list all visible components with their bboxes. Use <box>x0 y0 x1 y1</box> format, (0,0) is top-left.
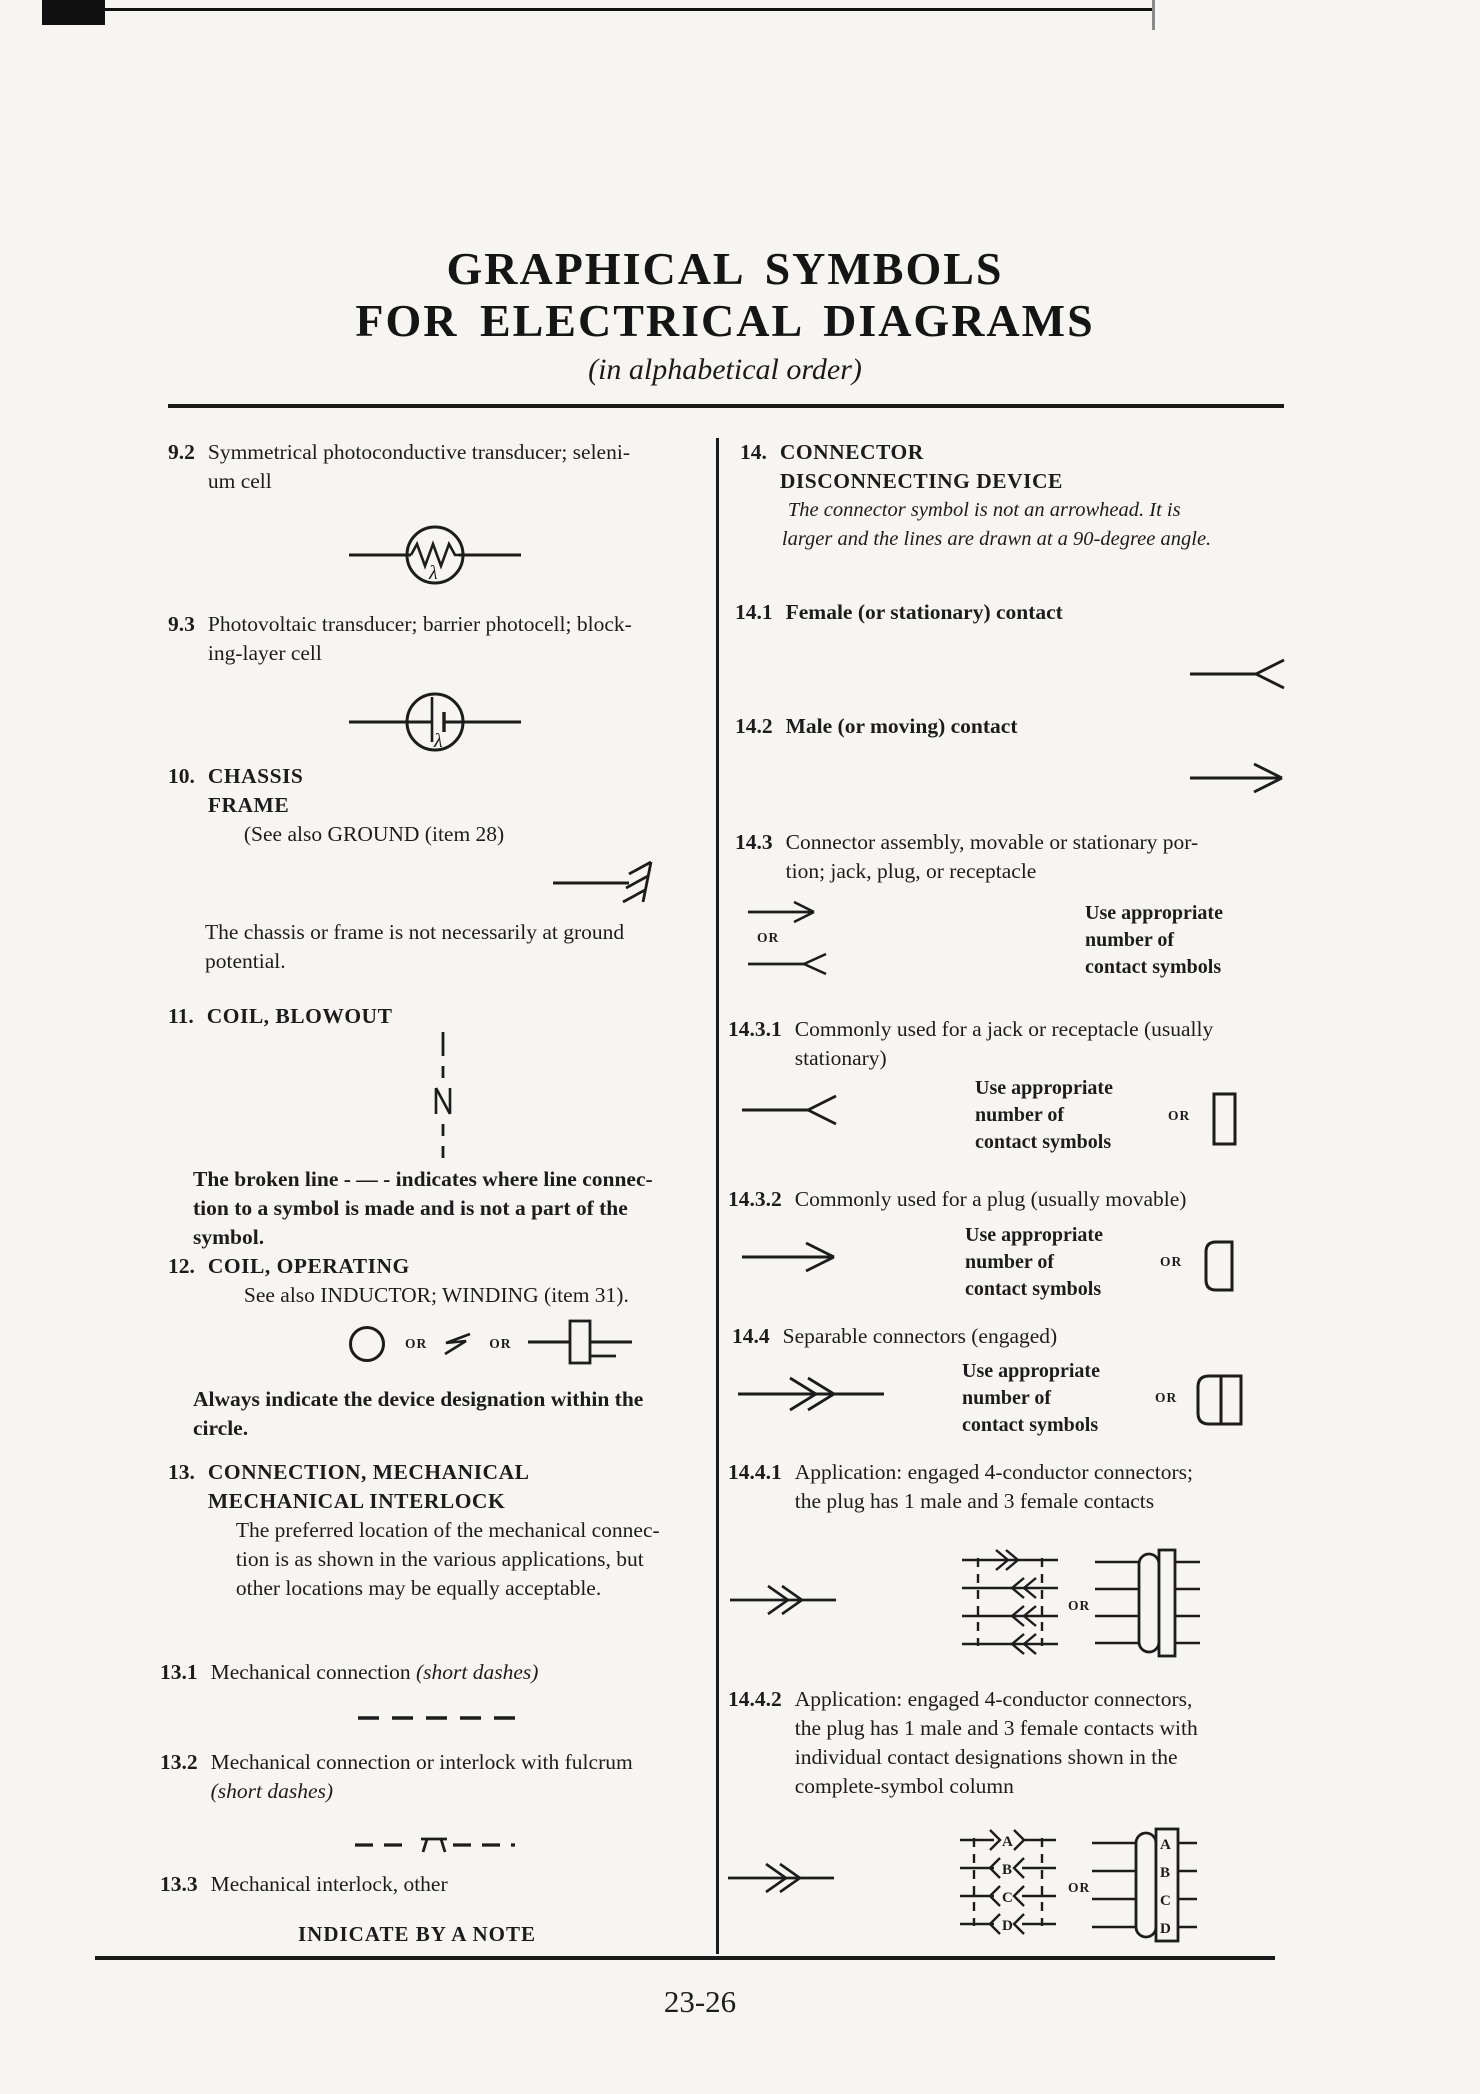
item-14 <box>740 438 1211 554</box>
separable-connectors-symbol-small <box>728 1860 840 1896</box>
male-contact-symbol <box>1190 756 1290 800</box>
item-14-2 <box>735 712 1018 741</box>
item-text: Separable connectors (engaged) <box>782 1324 1058 1348</box>
item-text: Commonly used for a plug (usually movable) <box>794 1187 1187 1211</box>
item-number: 14.4 <box>732 1324 770 1348</box>
or-label: OR <box>405 1336 428 1351</box>
blowout-coil-symbol <box>398 1030 488 1160</box>
female-contact-symbol <box>1190 652 1290 696</box>
item-number: 14.4.2 <box>728 1687 782 1711</box>
item-13-2 <box>160 1748 633 1806</box>
title-rule <box>168 404 1284 408</box>
scan-artifact-black-bar <box>42 0 105 25</box>
item-number: 13.2 <box>160 1750 198 1774</box>
item-number: 13.1 <box>160 1660 198 1684</box>
coil-circle-symbol <box>345 1322 389 1366</box>
engaged-connector-outline-symbol <box>1194 1372 1246 1428</box>
use-note: Use appropriate number of contact symbols <box>962 1360 1100 1436</box>
or-label: OR <box>1155 1390 1178 1405</box>
use-note: Use appropriate number of contact symbols <box>965 1224 1103 1300</box>
item-number: 14.3.1 <box>728 1017 782 1041</box>
item-heading: COIL, BLOWOUT <box>206 1004 393 1028</box>
photoconductive-cell-symbol <box>335 515 535 595</box>
item-14-3-2 <box>728 1185 1186 1214</box>
short-dashes-symbol <box>358 1712 523 1724</box>
item-text: CONNECTOR DISCONNECTING DEVICE The connector symbol is not an arrowhead. It is larger and the lines are drawn at a 90-degree angle. <box>779 440 1212 550</box>
male-contact-symbol-small <box>748 898 832 926</box>
footer-rule <box>95 1956 1275 1960</box>
item-14-3-1 <box>728 1015 1213 1073</box>
item-9-2 <box>168 438 630 496</box>
item-14-4 <box>732 1322 1057 1351</box>
item-13 <box>168 1458 660 1603</box>
lambda-glyph: λ <box>434 730 443 752</box>
column-divider <box>716 438 719 1954</box>
contact-label-d: D <box>1160 1921 1171 1937</box>
item-12-body: Always indicate the device designation within the circle. <box>193 1387 644 1440</box>
item-text: Mechanical connection or interlock with fulcrum (short dashes) <box>210 1750 633 1803</box>
contact-label-b: B <box>1002 1862 1013 1878</box>
item-text: Female (or stationary) contact <box>785 600 1063 624</box>
lettered-ladder-diagram <box>958 1828 1058 1940</box>
item-number: 14.3.2 <box>728 1187 782 1211</box>
or-label: OR <box>757 930 780 945</box>
item-text: COIL, OPERATING See also INDUCTOR; WINDING (item 31). <box>207 1254 629 1307</box>
item-number: 14.4.1 <box>728 1460 782 1484</box>
title-subtitle: (in alphabetical order) <box>588 353 862 386</box>
lettered-connector-block <box>1092 1825 1197 1943</box>
item-number: 13.3 <box>160 1872 198 1896</box>
title-line-2: FOR ELECTRICAL DIAGRAMS <box>355 295 1095 346</box>
item-number: 14.2 <box>735 714 773 738</box>
item-number: 14.1 <box>735 600 773 624</box>
item-13-1 <box>160 1658 538 1687</box>
item-text: Mechanical connection (short dashes) <box>210 1660 539 1684</box>
indicate-by-note-label: INDICATE BY A NOTE <box>298 1922 536 1946</box>
or-label: OR <box>489 1336 512 1351</box>
use-note: Use appropriate number of contact symbols <box>975 1077 1113 1153</box>
item-text: Application: engaged 4-conductor connectors; the plug has 1 male and 3 female contacts <box>794 1460 1193 1513</box>
coil-rectangle-symbol <box>528 1318 632 1370</box>
item-number: 9.2 <box>168 440 195 464</box>
fulcrum-dashes-symbol <box>355 1830 530 1856</box>
item-text: Commonly used for a jack or receptacle (usually stationary) <box>794 1017 1214 1070</box>
item-14-4-2 <box>728 1685 1198 1801</box>
item-text: CONNECTION, MECHANICAL MECHANICAL INTERLOCK The preferred location of the mechanical connec- tion is as shown in the various applications, but other locations may be equally acceptable. <box>207 1460 660 1600</box>
male-contact-symbol <box>742 1235 842 1279</box>
document-title-block <box>165 243 1285 387</box>
item-10 <box>168 762 504 849</box>
item-text: Connector assembly, movable or stationary por- tion; jack, plug, or receptacle <box>785 830 1199 883</box>
item-number: 14.3 <box>735 830 773 854</box>
item-number: 14. <box>740 440 767 464</box>
scan-artifact-tick <box>1152 0 1155 30</box>
item-text: Mechanical interlock, other <box>210 1872 448 1896</box>
lambda-glyph: λ <box>429 562 438 584</box>
item-12 <box>168 1252 629 1310</box>
separable-connectors-symbol <box>738 1372 888 1416</box>
item-number: 12. <box>168 1254 195 1278</box>
item-14-4-1 <box>728 1458 1193 1516</box>
item-text: CHASSIS FRAME (See also GROUND (item 28) <box>207 764 505 846</box>
separable-connectors-symbol-small <box>730 1582 842 1618</box>
photovoltaic-cell-symbol <box>335 682 535 764</box>
item-14-1 <box>735 598 1063 627</box>
item-number: 11. <box>168 1004 194 1028</box>
item-number: 13. <box>168 1460 195 1484</box>
contact-label-c: C <box>1160 1893 1171 1909</box>
item-number: 10. <box>168 764 195 788</box>
contact-label-d: D <box>1002 1918 1013 1934</box>
scan-artifact-top-line <box>104 8 1154 11</box>
four-conductor-connector-block <box>1095 1548 1200 1658</box>
female-contact-symbol <box>742 1088 842 1132</box>
item-text: Application: engaged 4-conductor connectors, the plug has 1 male and 3 female contacts with individual contact designations shown in the complete-symbol column <box>794 1687 1198 1798</box>
page-number: 23-26 <box>663 1984 737 2019</box>
item-10-body: The chassis or frame is not necessarily at ground potential. <box>205 920 625 973</box>
contact-label-c: C <box>1002 1890 1013 1906</box>
use-note: Use appropriate number of contact symbols <box>1085 902 1223 978</box>
or-label: OR <box>1160 1254 1183 1269</box>
title-line-1: GRAPHICAL SYMBOLS <box>446 243 1004 294</box>
item-14-3 <box>735 828 1198 886</box>
item-9-3 <box>168 610 632 668</box>
contact-label-a: A <box>1160 1837 1171 1853</box>
coil-zigzag-symbol <box>443 1330 473 1358</box>
or-label: OR <box>1068 1880 1091 1895</box>
or-label: OR <box>1168 1108 1191 1123</box>
operating-coil-symbol-row <box>345 1318 632 1370</box>
item-text: Symmetrical photoconductive transducer; seleni- um cell <box>207 440 630 493</box>
female-contact-symbol-small <box>748 950 832 978</box>
four-conductor-ladder-diagram <box>960 1548 1060 1658</box>
contact-label-a: A <box>1002 1834 1013 1850</box>
chassis-ground-symbol <box>553 858 683 908</box>
receptacle-outline-symbol <box>1210 1090 1240 1148</box>
or-label: OR <box>1068 1598 1091 1613</box>
item-11 <box>168 1002 392 1031</box>
item-13-3 <box>160 1870 448 1899</box>
item-text: Male (or moving) contact <box>785 714 1018 738</box>
item-text: Photovoltaic transducer; barrier photocell; block- ing-layer cell <box>207 612 632 665</box>
item-number: 9.3 <box>168 612 195 636</box>
plug-outline-symbol <box>1202 1238 1236 1294</box>
item-11-body: The broken line - — - indicates where line connec- tion to a symbol is made and is not a part of the symbol. <box>193 1167 653 1249</box>
contact-label-b: B <box>1160 1865 1171 1881</box>
